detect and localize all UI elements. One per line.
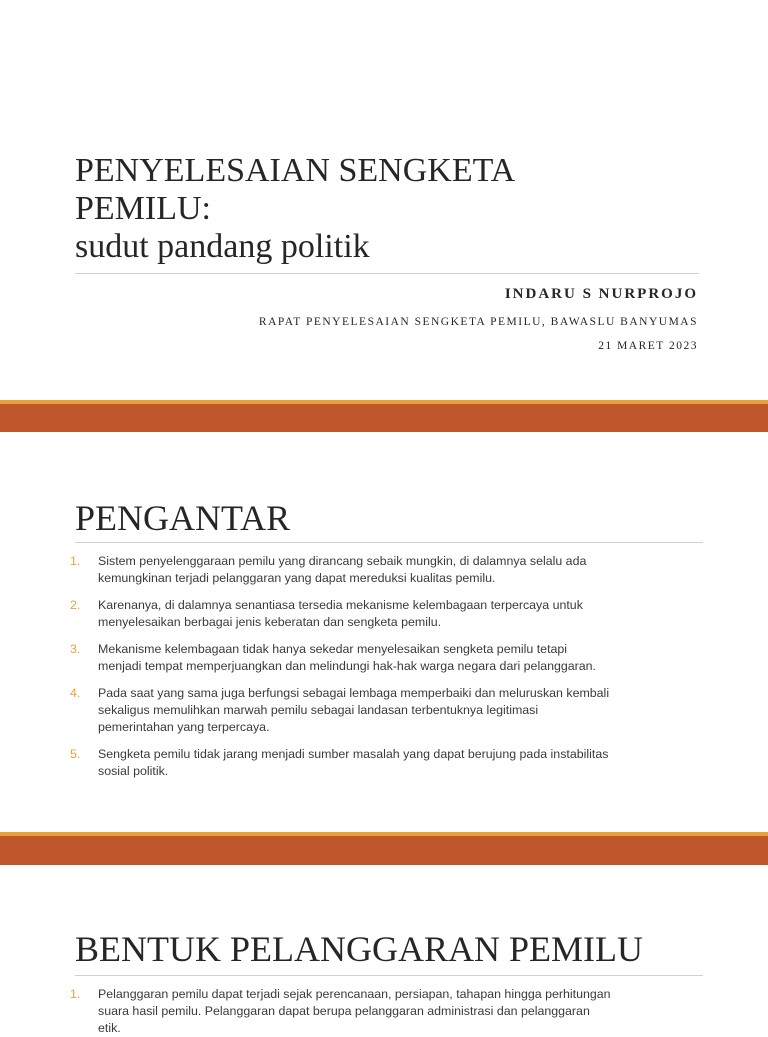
list-item-line: menyelesaikan berbagai jenis keberatan dan sengketa pemilu. xyxy=(98,615,442,629)
list-item-line: pemerintahan yang terpercaya. xyxy=(98,720,270,734)
title-line-3: sudut pandang politik xyxy=(75,228,370,266)
list-item-line: Sistem penyelenggaraan pemilu yang dirancang sebaik mungkin, di dalamnya selalu ada xyxy=(98,554,587,568)
list-item-line: suara hasil pemilu. Pelanggaran dapat berupa pelanggaran administrasi dan pelanggaran xyxy=(98,1004,590,1018)
title-line-1: PENYELESAIAN SENGKETA xyxy=(75,152,516,189)
separator-bar-1 xyxy=(0,400,768,432)
list-number: 4. xyxy=(70,686,81,700)
list-item-line: Karenanya, di dalamnya senantiasa tersedia mekanisme kelembagaan terpercaya untuk xyxy=(98,598,583,612)
list-number: 5. xyxy=(70,747,81,761)
list-number: 1. xyxy=(70,554,81,568)
list-number: 2. xyxy=(70,598,81,612)
slide-2 xyxy=(0,432,768,832)
slide-2-divider xyxy=(75,542,703,543)
slide-1 xyxy=(0,0,768,400)
author-name: INDARU S NURPROJO xyxy=(504,286,698,302)
title-divider xyxy=(75,273,699,274)
list-number: 3. xyxy=(70,642,81,656)
slide-1-title xyxy=(75,152,715,266)
slide-2-title: PENGANTAR xyxy=(75,498,291,538)
list-item-line: kemungkinan terjadi pelanggaran yang dapat mereduksi kualitas pemilu. xyxy=(98,571,496,585)
separator-bar-2 xyxy=(0,832,768,865)
slide-3-divider xyxy=(75,975,703,976)
slide-3-title: BENTUK PELANGGARAN PEMILU xyxy=(75,929,643,969)
list-item-line: Pada saat yang sama juga berfungsi sebagai lembaga memperbaiki dan meluruskan kembali xyxy=(98,686,610,700)
event-name: RAPAT PENYELESAIAN SENGKETA PEMILU, BAWASLU BANYUMAS xyxy=(258,316,698,328)
list-item xyxy=(70,597,710,631)
list-item-line: sekaligus memulihkan marwah pemilu sebagai landasan terbentuknya legitimasi xyxy=(98,703,539,717)
pelanggaran-list xyxy=(70,986,710,1037)
list-number: 1. xyxy=(70,987,81,1001)
list-item-line: sosial politik. xyxy=(98,764,169,778)
list-item xyxy=(70,685,710,736)
list-item xyxy=(70,641,710,675)
list-item-line: Mekanisme kelembagaan tidak hanya sekedar menyelesaikan sengketa pemilu tetapi xyxy=(98,642,568,656)
list-item xyxy=(70,986,710,1037)
list-item-line: menjadi tempat memperjuangkan dan melindungi hak-hak warga negara dari pelanggaran. xyxy=(98,659,597,673)
slide-3 xyxy=(0,865,768,1035)
title-line-2: PEMILU: xyxy=(75,190,211,228)
event-date: 21 MARET 2023 xyxy=(598,340,698,352)
list-item-line: etik. xyxy=(98,1021,121,1035)
list-item-line: Pelanggaran pemilu dapat terjadi sejak perencanaan, persiapan, tahapan hingga perhitungan xyxy=(98,987,611,1001)
list-item-line: Sengketa pemilu tidak jarang menjadi sumber masalah yang dapat berujung pada instabilitas xyxy=(98,747,609,761)
list-item xyxy=(70,746,710,780)
pengantar-list xyxy=(70,553,710,780)
list-item xyxy=(70,553,710,587)
